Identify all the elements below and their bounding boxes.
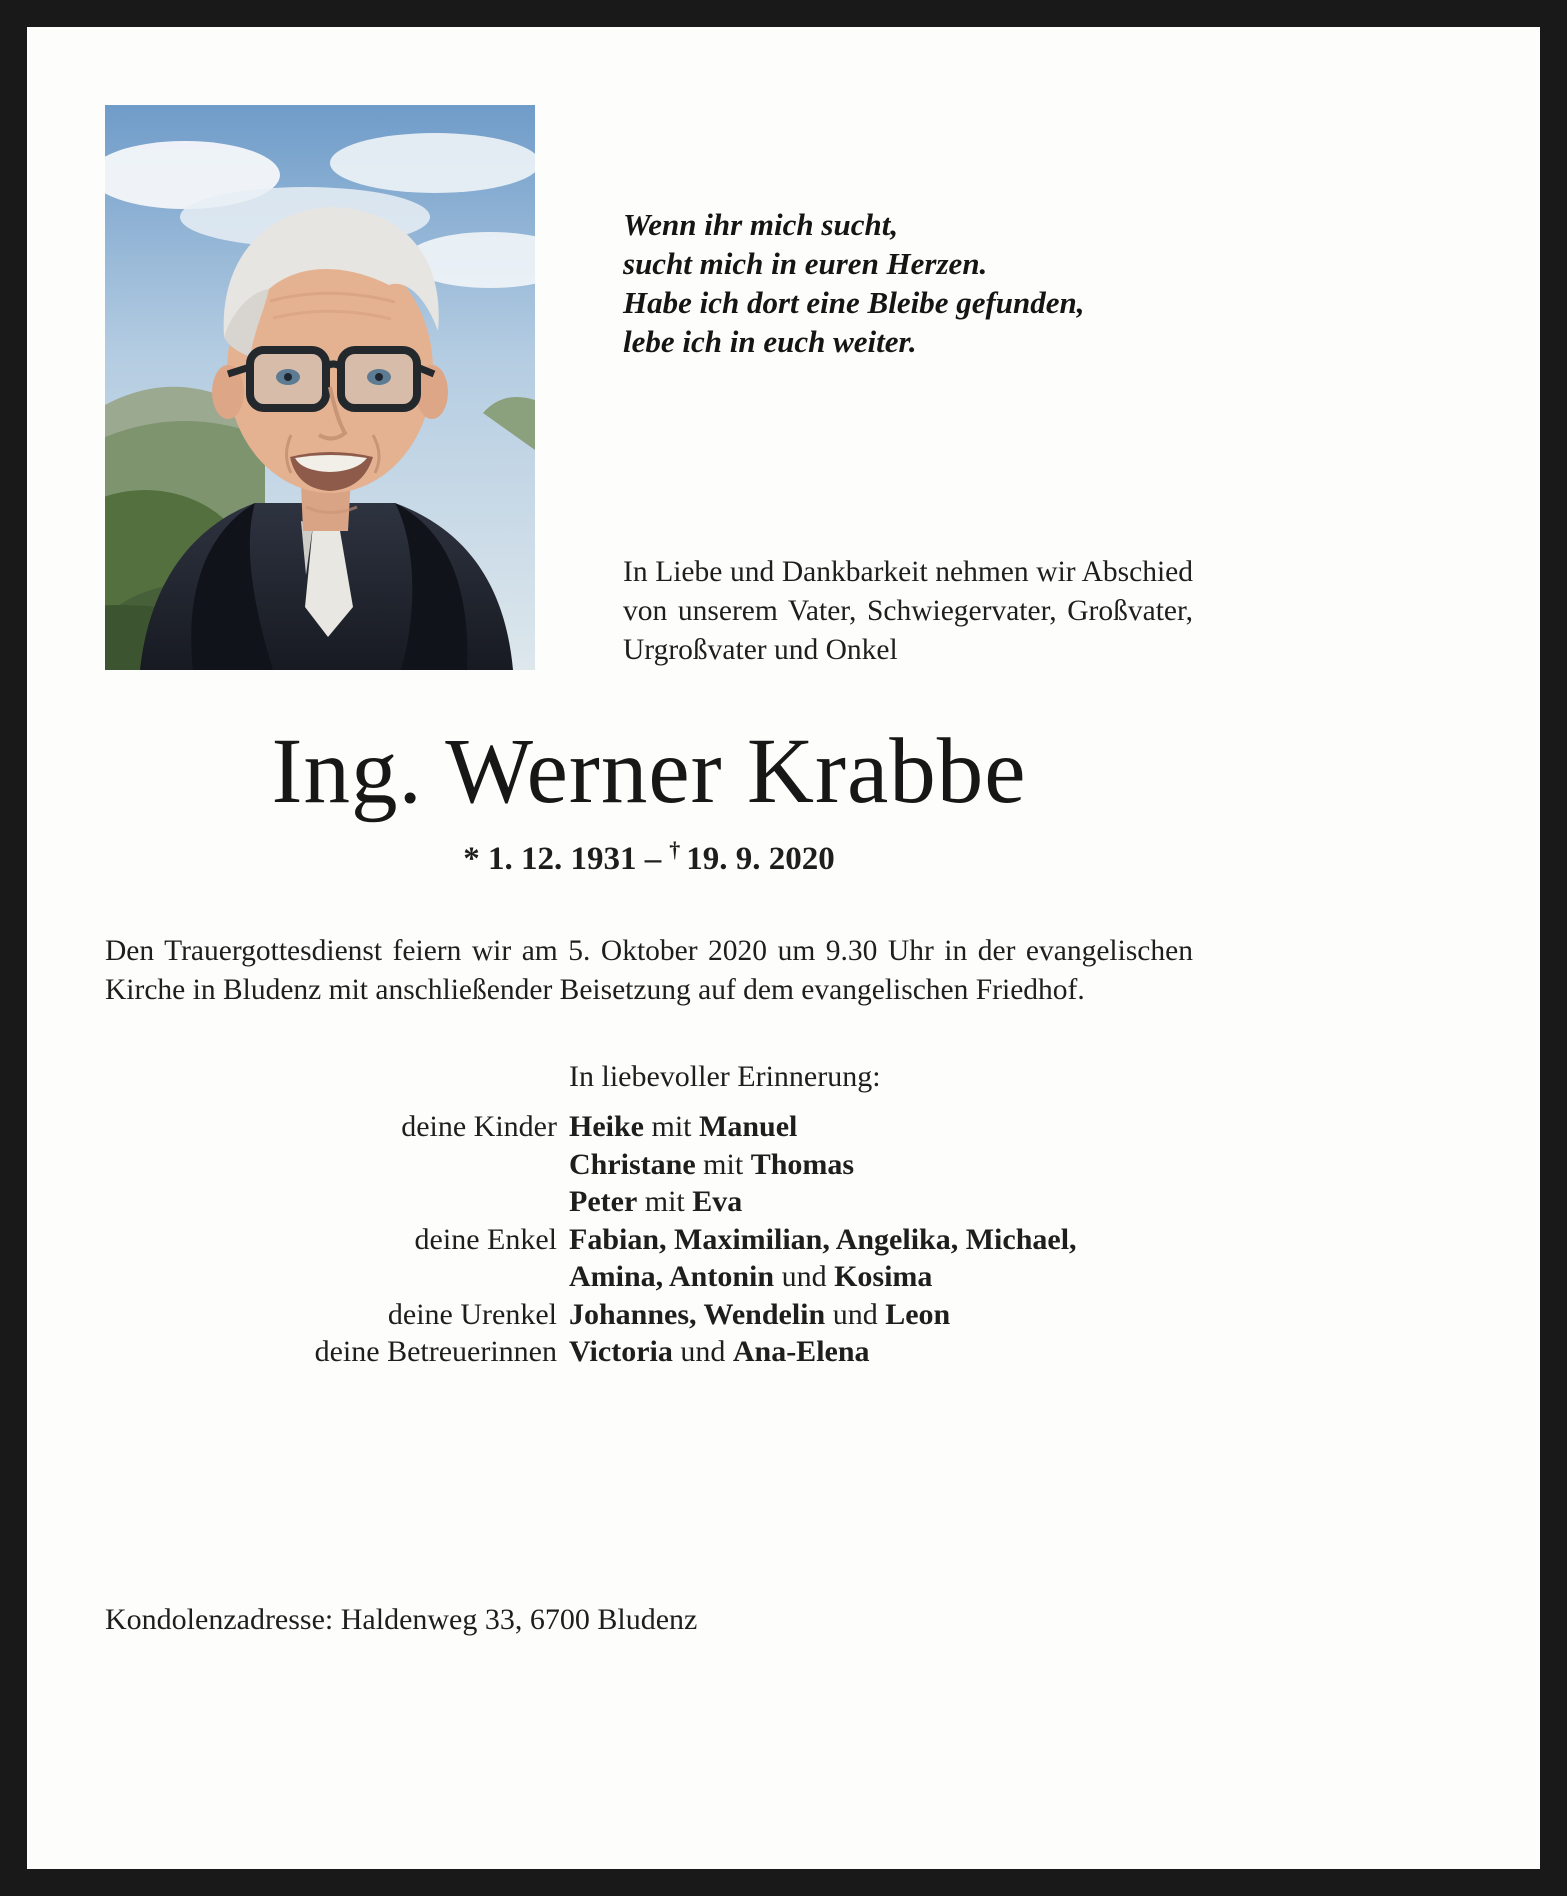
family-row-names: Johannes, Wendelin und Leon (569, 1297, 951, 1331)
condolence-address: Kondolenzadresse: Haldenweg 33, 6700 Bludenz (105, 1603, 698, 1636)
cross-symbol: † (669, 837, 681, 862)
birth-date: * 1. 12. 1931 – (463, 841, 662, 877)
family-row-label: deine Urenkel (387, 1297, 557, 1331)
family-row (105, 1108, 1193, 1146)
family-row-names: Amina, Antonin und Kosima (569, 1260, 933, 1293)
family-row (105, 1183, 1193, 1221)
top-right-column (623, 105, 1193, 670)
obituary-card (27, 27, 1540, 1869)
life-dates (105, 837, 1193, 878)
service-announcement: Den Trauergottesdienst feiern wir am 5. Oktober 2020 um 9.30 Uhr in der evangelischen Kirche in Bludenz mit anschließender Beisetzung auf dem evangelischen Friedhof. (105, 935, 1193, 1006)
family-list (105, 1108, 1193, 1371)
family-row-label (105, 1183, 557, 1221)
family-row-names: Fabian, Maximilian, Angelika, Michael, (569, 1222, 1077, 1256)
poem-line: sucht mich in euren Herzen. (623, 246, 988, 281)
deceased-name: Ing. Werner Krabbe (271, 720, 1027, 823)
farewell-intro: In Liebe und Dankbarkeit nehmen wir Abschied von unserem Vater, Schwiegervater, Großvater, Urgroßvater und Onkel (623, 556, 1193, 666)
poem-line: lebe ich in euch weiter. (623, 324, 917, 359)
memorial-heading: In liebevoller Erinnerung: (569, 1060, 881, 1093)
family-row-names: Christane mit Thomas (569, 1147, 855, 1181)
family-row-names: Heike mit Manuel (569, 1110, 798, 1143)
poem-line: Habe ich dort eine Bleibe gefunden, (623, 285, 1085, 320)
family-row (105, 1221, 1193, 1259)
family-row (105, 1333, 1193, 1371)
family-row-names: Peter mit Eva (569, 1185, 743, 1218)
family-row-names: Victoria und Ana-Elena (569, 1335, 870, 1368)
portrait-illustration (105, 105, 535, 670)
portrait-photo (105, 105, 535, 670)
family-row-label: deine Betreuerinnen (314, 1335, 557, 1368)
death-date: 19. 9. 2020 (686, 841, 835, 877)
family-row-label: deine Kinder (401, 1110, 557, 1143)
family-row (105, 1146, 1193, 1184)
family-row-label (105, 1258, 557, 1296)
memorial-poem (623, 205, 1193, 361)
poem-line: Wenn ihr mich sucht, (623, 207, 899, 242)
family-row-label: deine Enkel (414, 1222, 557, 1256)
family-row-label (105, 1146, 557, 1184)
family-row (105, 1258, 1193, 1296)
family-row (105, 1296, 1193, 1334)
obituary-content (105, 105, 1193, 1371)
top-section (105, 105, 1193, 670)
